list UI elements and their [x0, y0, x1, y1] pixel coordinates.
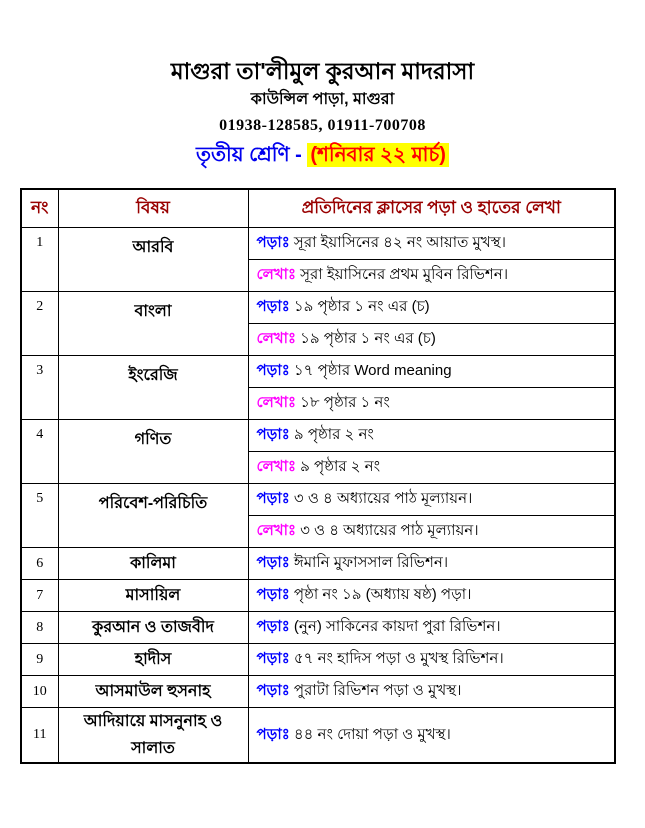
table-row: [21, 484, 615, 516]
pora-cell: [248, 644, 615, 676]
pora-text: ঈমানি মুফাসসাল রিভিশন।: [289, 554, 449, 571]
lekha-cell: [248, 388, 615, 420]
table-row: [21, 420, 615, 452]
subject-name: মাসায়িল: [58, 580, 248, 612]
pora-label: পড়াঃ: [256, 650, 290, 667]
subject-name: আদিয়ায়ে মাসনুনাহ ও সালাত: [58, 708, 248, 764]
table-row: [21, 644, 615, 676]
row-number: 10: [21, 676, 58, 708]
subject-name: আসমাউল হুসনাহ: [58, 676, 248, 708]
row-number: 6: [21, 548, 58, 580]
table-header-row: [21, 189, 615, 228]
pora-cell: [248, 484, 615, 516]
column-header-number: নং: [21, 189, 58, 228]
pora-cell: [248, 356, 615, 388]
row-number: 9: [21, 644, 58, 676]
pora-text: ৩ ও ৪ অধ্যায়ের পাঠ মূল্যায়ন।: [289, 490, 473, 507]
column-header-subject: বিষয়: [58, 189, 248, 228]
pora-cell: [248, 612, 615, 644]
lekha-label: লেখাঃ: [256, 522, 296, 539]
table-row: [21, 612, 615, 644]
document-header: [0, 0, 645, 171]
pora-label: পড়াঃ: [256, 298, 290, 315]
table-row: [21, 292, 615, 324]
pora-text: ১৭ পৃষ্ঠার Word meaning: [289, 362, 452, 379]
lekha-label: লেখাঃ: [256, 458, 296, 475]
row-number: 2: [21, 292, 58, 356]
lekha-text: ৯ পৃষ্ঠার ২ নং: [295, 458, 381, 475]
row-number: 3: [21, 356, 58, 420]
lekha-text: ৩ ও ৪ অধ্যায়ের পাঠ মূল্যায়ন।: [295, 522, 479, 539]
lekha-label: লেখাঃ: [256, 266, 296, 283]
pora-cell: [248, 228, 615, 260]
pora-text: ৯ পৃষ্ঠার ২ নং: [289, 426, 374, 443]
lekha-cell: [248, 516, 615, 548]
pora-cell: [248, 708, 615, 764]
row-number: 1: [21, 228, 58, 292]
madrasa-title: মাগুরা তা'লীমুল কুরআন মাদরাসা: [170, 58, 475, 84]
phone-numbers: 01938-128585, 01911-700708: [219, 117, 426, 134]
subject-name: বাংলা: [58, 292, 248, 356]
class-name: তৃতীয় শ্রেণি -: [196, 144, 308, 166]
table-row: [21, 548, 615, 580]
pora-text: ১৯ পৃষ্ঠার ১ নং এর (চ): [289, 298, 430, 315]
lekha-text: ১৯ পৃষ্ঠার ১ নং এর (চ): [295, 330, 436, 347]
lekha-cell: [248, 324, 615, 356]
pora-text: পুরাটা রিভিশন পড়া ও মুখস্থ।: [289, 682, 462, 699]
subject-name: আরবি: [58, 228, 248, 292]
lekha-text: ১৮ পৃষ্ঠার ১ নং: [295, 394, 390, 411]
row-number: 5: [21, 484, 58, 548]
lekha-text: সূরা ইয়াসিনের প্রথম মুবিন রিভিশন।: [295, 266, 509, 283]
lesson-schedule-table: [20, 188, 616, 764]
pora-cell: [248, 548, 615, 580]
pora-label: পড়াঃ: [256, 234, 290, 251]
table-row: [21, 228, 615, 260]
row-number: 4: [21, 420, 58, 484]
lekha-cell: [248, 452, 615, 484]
row-number: 7: [21, 580, 58, 612]
lekha-label: লেখাঃ: [256, 330, 296, 347]
pora-label: পড়াঃ: [256, 618, 290, 635]
pora-text: ৪৪ নং দোয়া পড়া ও মুখস্থ।: [289, 725, 451, 743]
pora-label: পড়াঃ: [256, 682, 290, 699]
pora-text: ৫৭ নং হাদিস পড়া ও মুখস্থ রিভিশন।: [289, 650, 504, 667]
subject-name: কালিমা: [58, 548, 248, 580]
subject-name: কুরআন ও তাজবীদ: [58, 612, 248, 644]
pora-label: পড়াঃ: [256, 362, 290, 379]
column-header-tasks: প্রতিদিনের ক্লাসের পড়া ও হাতের লেখা: [248, 189, 615, 228]
pora-label: পড়াঃ: [256, 490, 290, 507]
pora-text: পৃষ্ঠা নং ১৯ (অধ্যায় ষষ্ঠ) পড়া।: [289, 586, 472, 603]
table-row: [21, 708, 615, 764]
pora-text: (নুন) সাকিনের কায়দা পুরা রিভিশন।: [289, 618, 501, 635]
row-number: 11: [21, 708, 58, 764]
lekha-cell: [248, 260, 615, 292]
pora-cell: [248, 676, 615, 708]
pora-cell: [248, 420, 615, 452]
pora-label: পড়াঃ: [256, 426, 290, 443]
madrasa-address: কাউন্সিল পাড়া, মাগুরা: [250, 91, 395, 108]
pora-label: পড়াঃ: [256, 725, 290, 743]
table-row: [21, 356, 615, 388]
pora-cell: [248, 580, 615, 612]
pora-label: পড়াঃ: [256, 554, 290, 571]
table-row: [21, 676, 615, 708]
pora-cell: [248, 292, 615, 324]
row-number: 8: [21, 612, 58, 644]
subject-name: পরিবেশ-পরিচিতি: [58, 484, 248, 548]
pora-text: সূরা ইয়াসিনের ৪২ নং আয়াত মুখস্থ।: [289, 234, 506, 251]
table-row: [21, 580, 615, 612]
subject-name: গণিত: [58, 420, 248, 484]
subject-name: ইংরেজি: [58, 356, 248, 420]
lekha-label: লেখাঃ: [256, 394, 296, 411]
subject-name: হাদীস: [58, 644, 248, 676]
date-highlight: (শনিবার ২২ মার্চ): [307, 143, 449, 167]
pora-label: পড়াঃ: [256, 586, 290, 603]
class-date-line: [0, 140, 645, 171]
